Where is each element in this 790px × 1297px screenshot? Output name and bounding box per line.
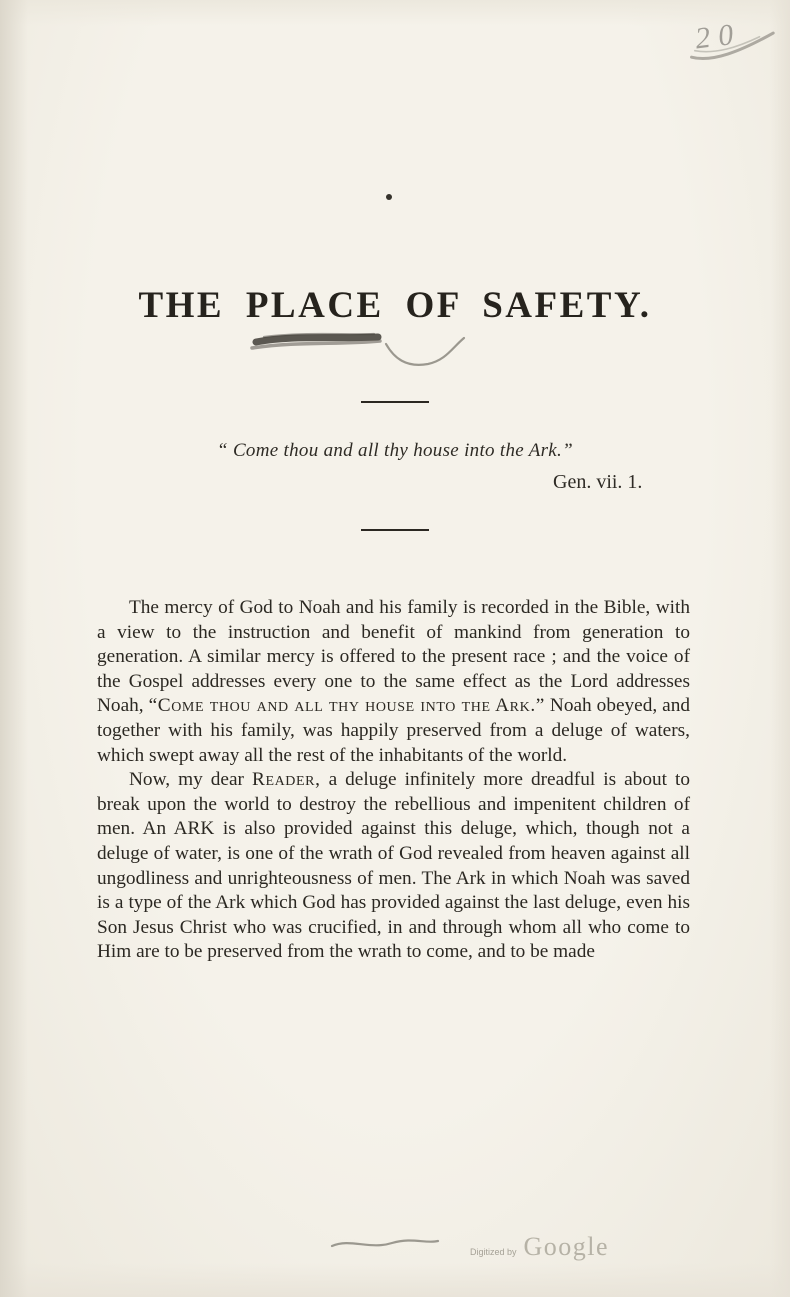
paragraph-2 (97, 768, 690, 965)
paragraph-2-text-cont: a deluge infinitely more dreadful is about to break upon the world to destroy the rebellious and impenitent children of men. An ARK is also provided against this deluge, which, though not a deluge of water, is one of the wrath of God revealed from heaven against all ungodliness and unrighteousness of men. The Ark in which Noah was saved is a type of the Ark which God has provided against the last deluge, even his Son Jesus Christ who was crucified, in and through whom all who come to Him are to be preserved from the wrath to come, and to be made (97, 769, 690, 963)
digitized-by-label: Digitized by (470, 1247, 517, 1257)
paragraph-2-text: Now, my dear (129, 769, 252, 791)
paragraph-1-smallcaps: “Come thou and all thy house into the Ark.” (148, 695, 545, 717)
epigraph-attribution: Gen. vii. 1. (553, 471, 643, 493)
divider-rule-top (361, 401, 429, 403)
paragraph-1-text: The mercy of God to Noah and his family is recorded in the Bible, with a view to the instruction and benefit of mankind from generation to generation. A similar mercy is offered to the present race ; and the voice of the Gospel addresses every one to the same effect as the Lord addresses Noah, (97, 597, 690, 717)
pencil-strike-mark (685, 11, 781, 74)
page-title: THE PLACE OF SAFETY. (138, 285, 652, 326)
paragraph-1-text-cont: Noah obeyed, and together with his family, was happily preserved from a deluge of waters, which swept away all the rest of the inhabitants of the world. (97, 695, 691, 766)
google-watermark: Google (523, 1232, 610, 1261)
paragraph-2-smallcaps: Reader, (251, 769, 321, 791)
paragraph-1 (97, 596, 690, 768)
digitized-footer (470, 1232, 609, 1262)
body-text (97, 596, 690, 965)
epigraph-quote: “ Come thou and all thy house into the Ark.” (217, 440, 573, 461)
handwritten-page-number-text: 20 (693, 17, 744, 56)
ink-smudge-mark (248, 328, 478, 380)
divider-rule-bottom (361, 529, 429, 531)
scan-artifact-dot (386, 194, 392, 200)
pencil-squiggle-mark (330, 1234, 442, 1254)
handwritten-flourish-mark (386, 338, 464, 365)
handwritten-page-number (685, 11, 781, 74)
